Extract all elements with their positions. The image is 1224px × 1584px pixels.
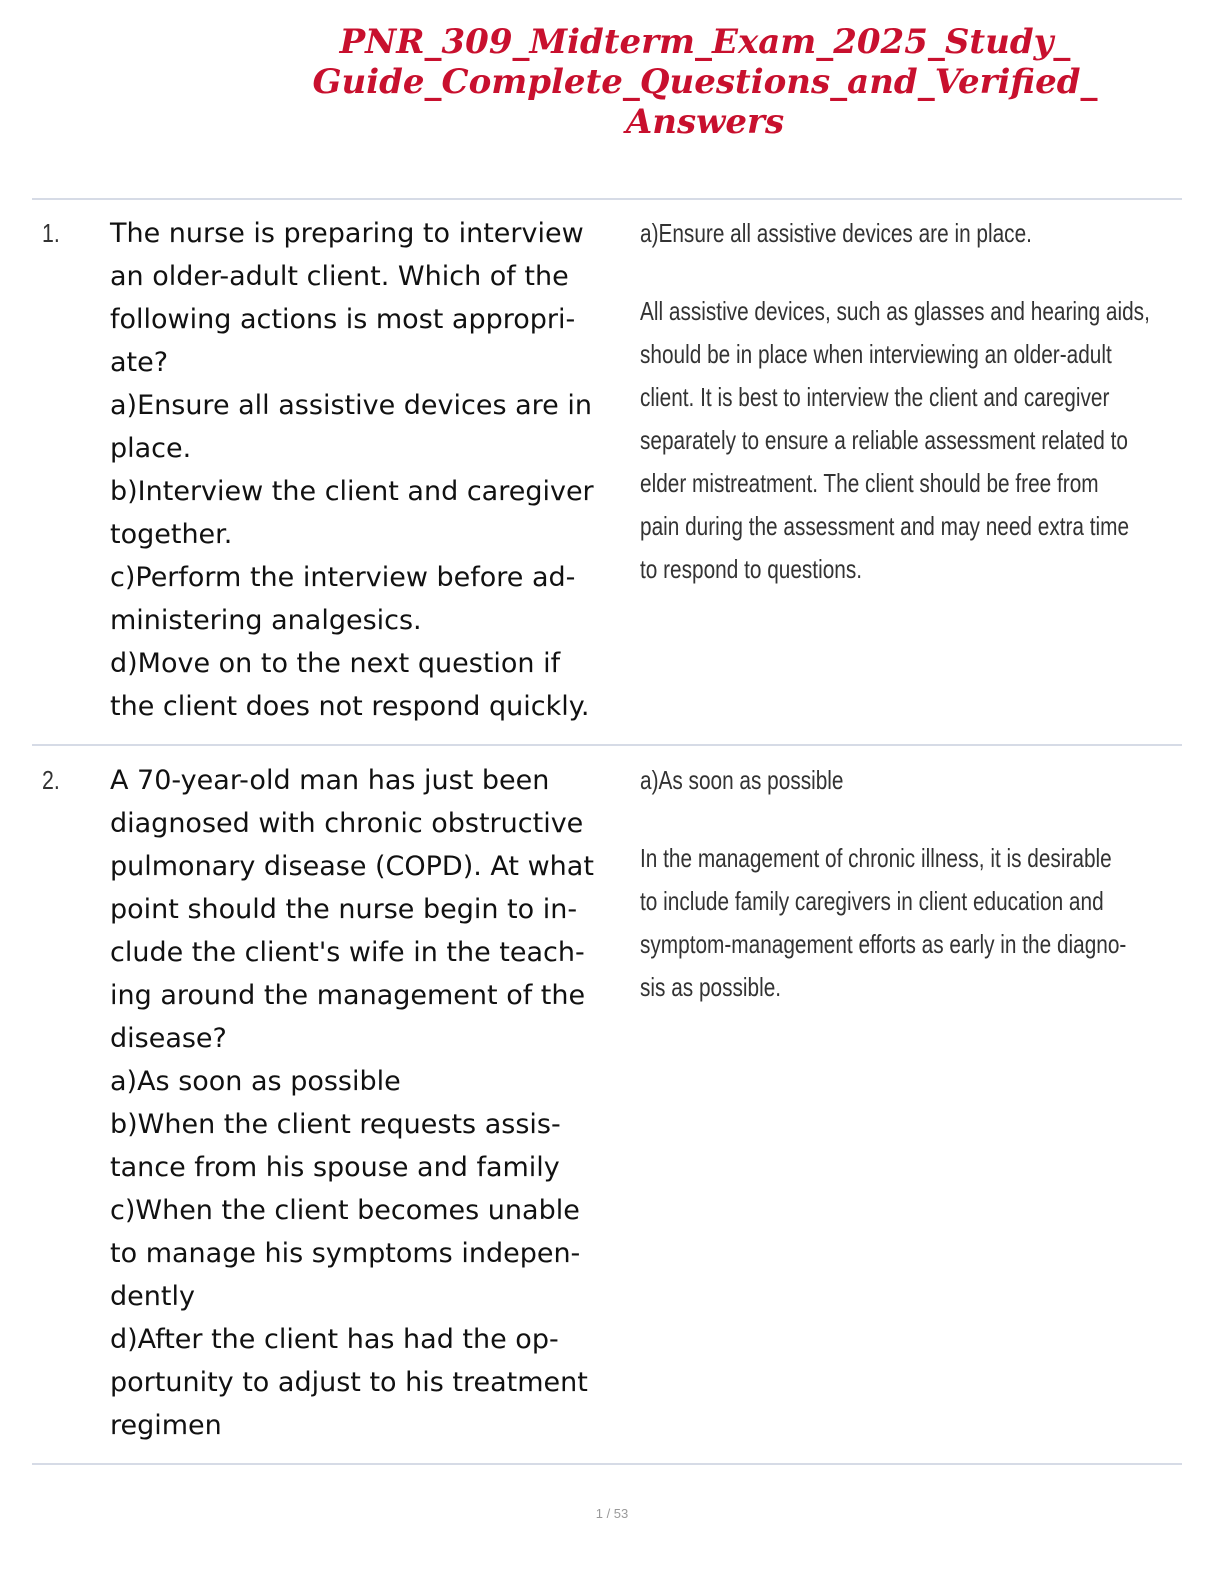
question-line: point should the nurse begin to in- [110,894,578,925]
option-line: together. [110,519,233,550]
question-line: disease? [110,1023,227,1054]
option-line: regimen [110,1410,222,1441]
rationale-line: sis as possible. [640,972,782,1002]
rationale-line: to respond to questions. [640,554,863,584]
option-line: d)Move on to the next question if [110,648,561,679]
rationale-line: All assistive devices, such as glasses and hearing aids, [640,296,1150,326]
qa-item-2 [32,759,1182,1459]
title-line-3: Answers [625,102,785,142]
option-line: c)When the client becomes unable [110,1195,580,1226]
divider [32,1463,1182,1465]
question-line: clude the client's wife in the teach- [110,937,585,968]
divider [32,744,1182,746]
rationale-line: symptom-management efforts as early in the diagno- [640,929,1127,959]
correct-answer: a)Ensure all assistive devices are in place. [640,218,1032,248]
option-line: d)After the client has had the op- [110,1324,559,1355]
question-line: ing around the management of the [110,980,586,1011]
question-number: 2. [42,765,60,795]
option-line: portunity to adjust to his treatment [110,1367,588,1398]
document-title [250,22,1160,142]
option-line: place. [110,433,192,464]
option-line: a)Ensure all assistive devices are in [110,390,592,421]
answer-panel [640,759,1136,1009]
option-line: ministering analgesics. [110,605,422,636]
question-line: The nurse is preparing to interview [110,218,584,249]
option-line: tance from his spouse and family [110,1152,560,1183]
answer-panel [640,212,1150,591]
question-line: ate? [110,347,169,378]
option-line: to manage his symptoms indepen- [110,1238,581,1269]
rationale-line: should be in place when interviewing an older-adult [640,339,1112,369]
question-line: pulmonary disease (COPD). At what [110,851,594,882]
page-number: 1 / 53 [595,1506,629,1521]
option-line: the client does not respond quickly. [110,691,590,722]
question-line: diagnosed with chronic obstructive [110,808,584,839]
question-number: 1. [42,218,60,248]
option-line: b)When the client requests assis- [110,1109,561,1140]
title-line-2: Guide_Complete_Questions_and_Verified_ [312,62,1098,102]
rationale-line: pain during the assessment and may need extra time [640,511,1130,541]
option-line: b)Interview the client and caregiver [110,476,594,507]
question-text [110,759,638,1447]
qa-item-1 [32,212,1182,732]
option-line: c)Perform the interview before ad- [110,562,576,593]
rationale-line: In the management of chronic illness, it is desirable [640,843,1112,873]
divider [32,198,1182,200]
question-text [110,212,638,728]
option-line: a)As soon as possible [110,1066,401,1097]
question-line: following actions is most appropri- [110,304,576,335]
option-line: dently [110,1281,195,1312]
correct-answer: a)As soon as possible [640,765,844,795]
rationale-line: separately to ensure a reliable assessment related to [640,425,1128,455]
rationale-line: client. It is best to interview the client and caregiver [640,382,1110,412]
rationale-line: to include family caregivers in client education and [640,886,1104,916]
title-line-1: PNR_309_Midterm_Exam_2025_Study_ [339,22,1071,62]
rationale-line: elder mistreatment. The client should be free from [640,468,1099,498]
question-line: A 70-year-old man has just been [110,765,550,796]
question-line: an older-adult client. Which of the [110,261,569,292]
